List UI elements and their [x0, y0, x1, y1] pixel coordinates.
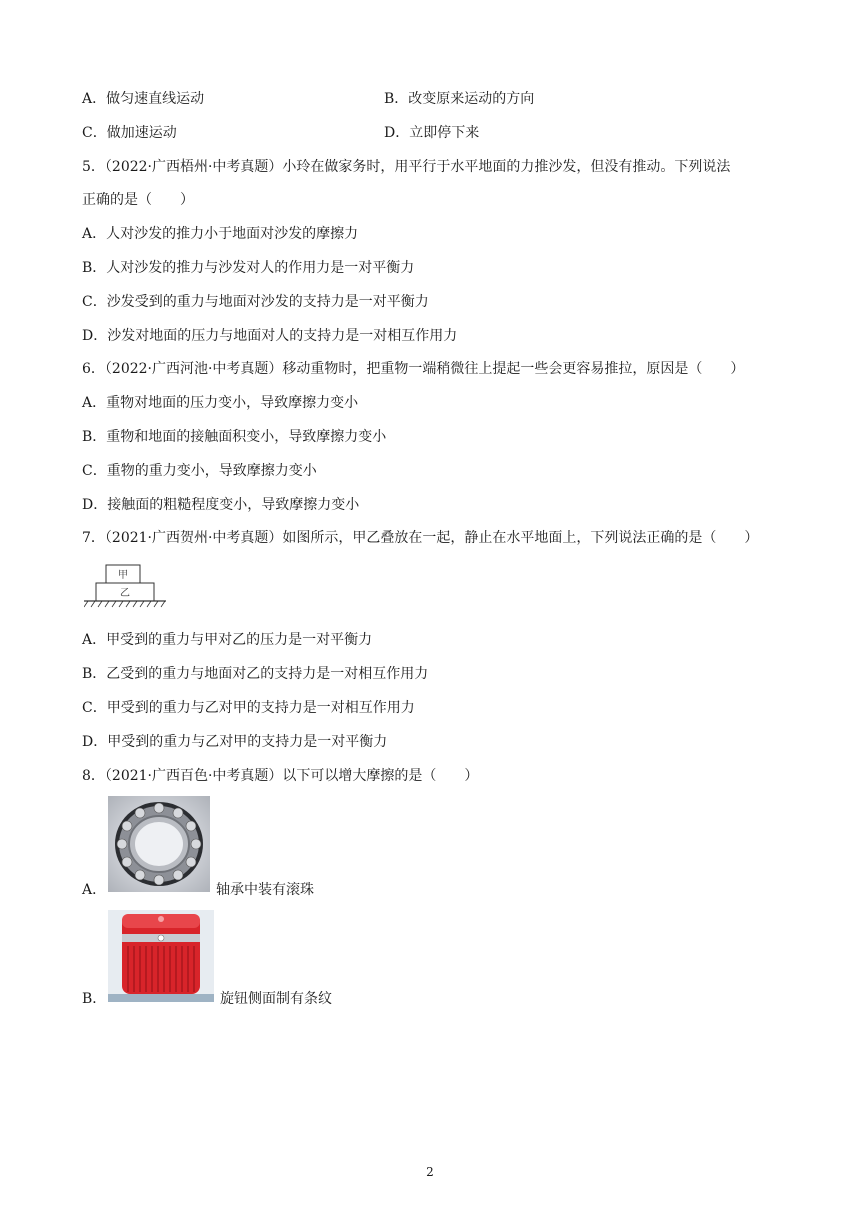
knob-illustration — [108, 910, 214, 1002]
page-number: 2 — [426, 1165, 434, 1179]
q8-stem: 8．（2021·广西百色·中考真题）以下可以增大摩擦的是（ ） — [82, 768, 479, 784]
block-jia-label: 甲 — [118, 570, 128, 581]
q5-option-a: A．人对沙发的推力小于地面对沙发的摩擦力 — [82, 226, 359, 242]
q5-stem-line1: 5．（2022·广西梧州·中考真题）小玲在做家务时，用平行于水平地面的力推沙发，但没有推动。下列说法 — [82, 159, 731, 175]
q5-option-b: B．人对沙发的推力与沙发对人的作用力是一对平衡力 — [82, 260, 415, 276]
q8-option-b-text: 旋钮侧面制有条纹 — [220, 991, 332, 1007]
block-yi-label: 乙 — [120, 588, 130, 599]
q8-option-a-text: 轴承中装有滚珠 — [216, 882, 314, 898]
bearing-illustration — [108, 796, 210, 892]
q6-option-c: C．重物的重力变小，导致摩擦力变小 — [82, 463, 317, 479]
bearing-photo — [108, 796, 210, 892]
q5-stem-line2: 正确的是（ ） — [82, 192, 194, 208]
q4-option-a: A．做匀速直线运动 — [82, 91, 205, 107]
q4-option-c: C．做加速运动 — [82, 125, 177, 141]
q4-option-b: B．改变原来运动的方向 — [384, 91, 535, 107]
q8-option-a-letter: A． — [82, 882, 107, 898]
stacked-blocks-figure — [84, 563, 168, 609]
q7-option-b: B．乙受到的重力与地面对乙的支持力是一对相互作用力 — [82, 666, 429, 682]
q6-option-b: B．重物和地面的接触面积变小，导致摩擦力变小 — [82, 429, 387, 445]
knob-photo — [108, 910, 214, 1002]
q5-option-c: C．沙发受到的重力与地面对沙发的支持力是一对平衡力 — [82, 294, 429, 310]
q7-option-c: C．甲受到的重力与乙对甲的支持力是一对相互作用力 — [82, 700, 415, 716]
ground-hatching — [84, 601, 165, 607]
q7-stem: 7．（2021·广西贺州·中考真题）如图所示，甲乙叠放在一起，静止在水平地面上，下列说法正确的是（ ） — [82, 530, 759, 546]
q6-option-d: D．接触面的粗糙程度变小，导致摩擦力变小 — [82, 497, 360, 513]
q6-option-a: A．重物对地面的压力变小，导致摩擦力变小 — [82, 395, 359, 411]
q7-option-a: A．甲受到的重力与甲对乙的压力是一对平衡力 — [82, 632, 373, 648]
q5-option-d: D．沙发对地面的压力与地面对人的支持力是一对相互作用力 — [82, 328, 458, 344]
q8-option-b-letter: B． — [82, 991, 107, 1007]
q7-option-d: D．甲受到的重力与乙对甲的支持力是一对平衡力 — [82, 734, 388, 750]
q4-option-d: D．立即停下来 — [384, 125, 480, 141]
q6-stem: 6．（2022·广西河池·中考真题）移动重物时，把重物一端稍微往上提起一些会更容易推拉，原因是（ ） — [82, 361, 745, 377]
